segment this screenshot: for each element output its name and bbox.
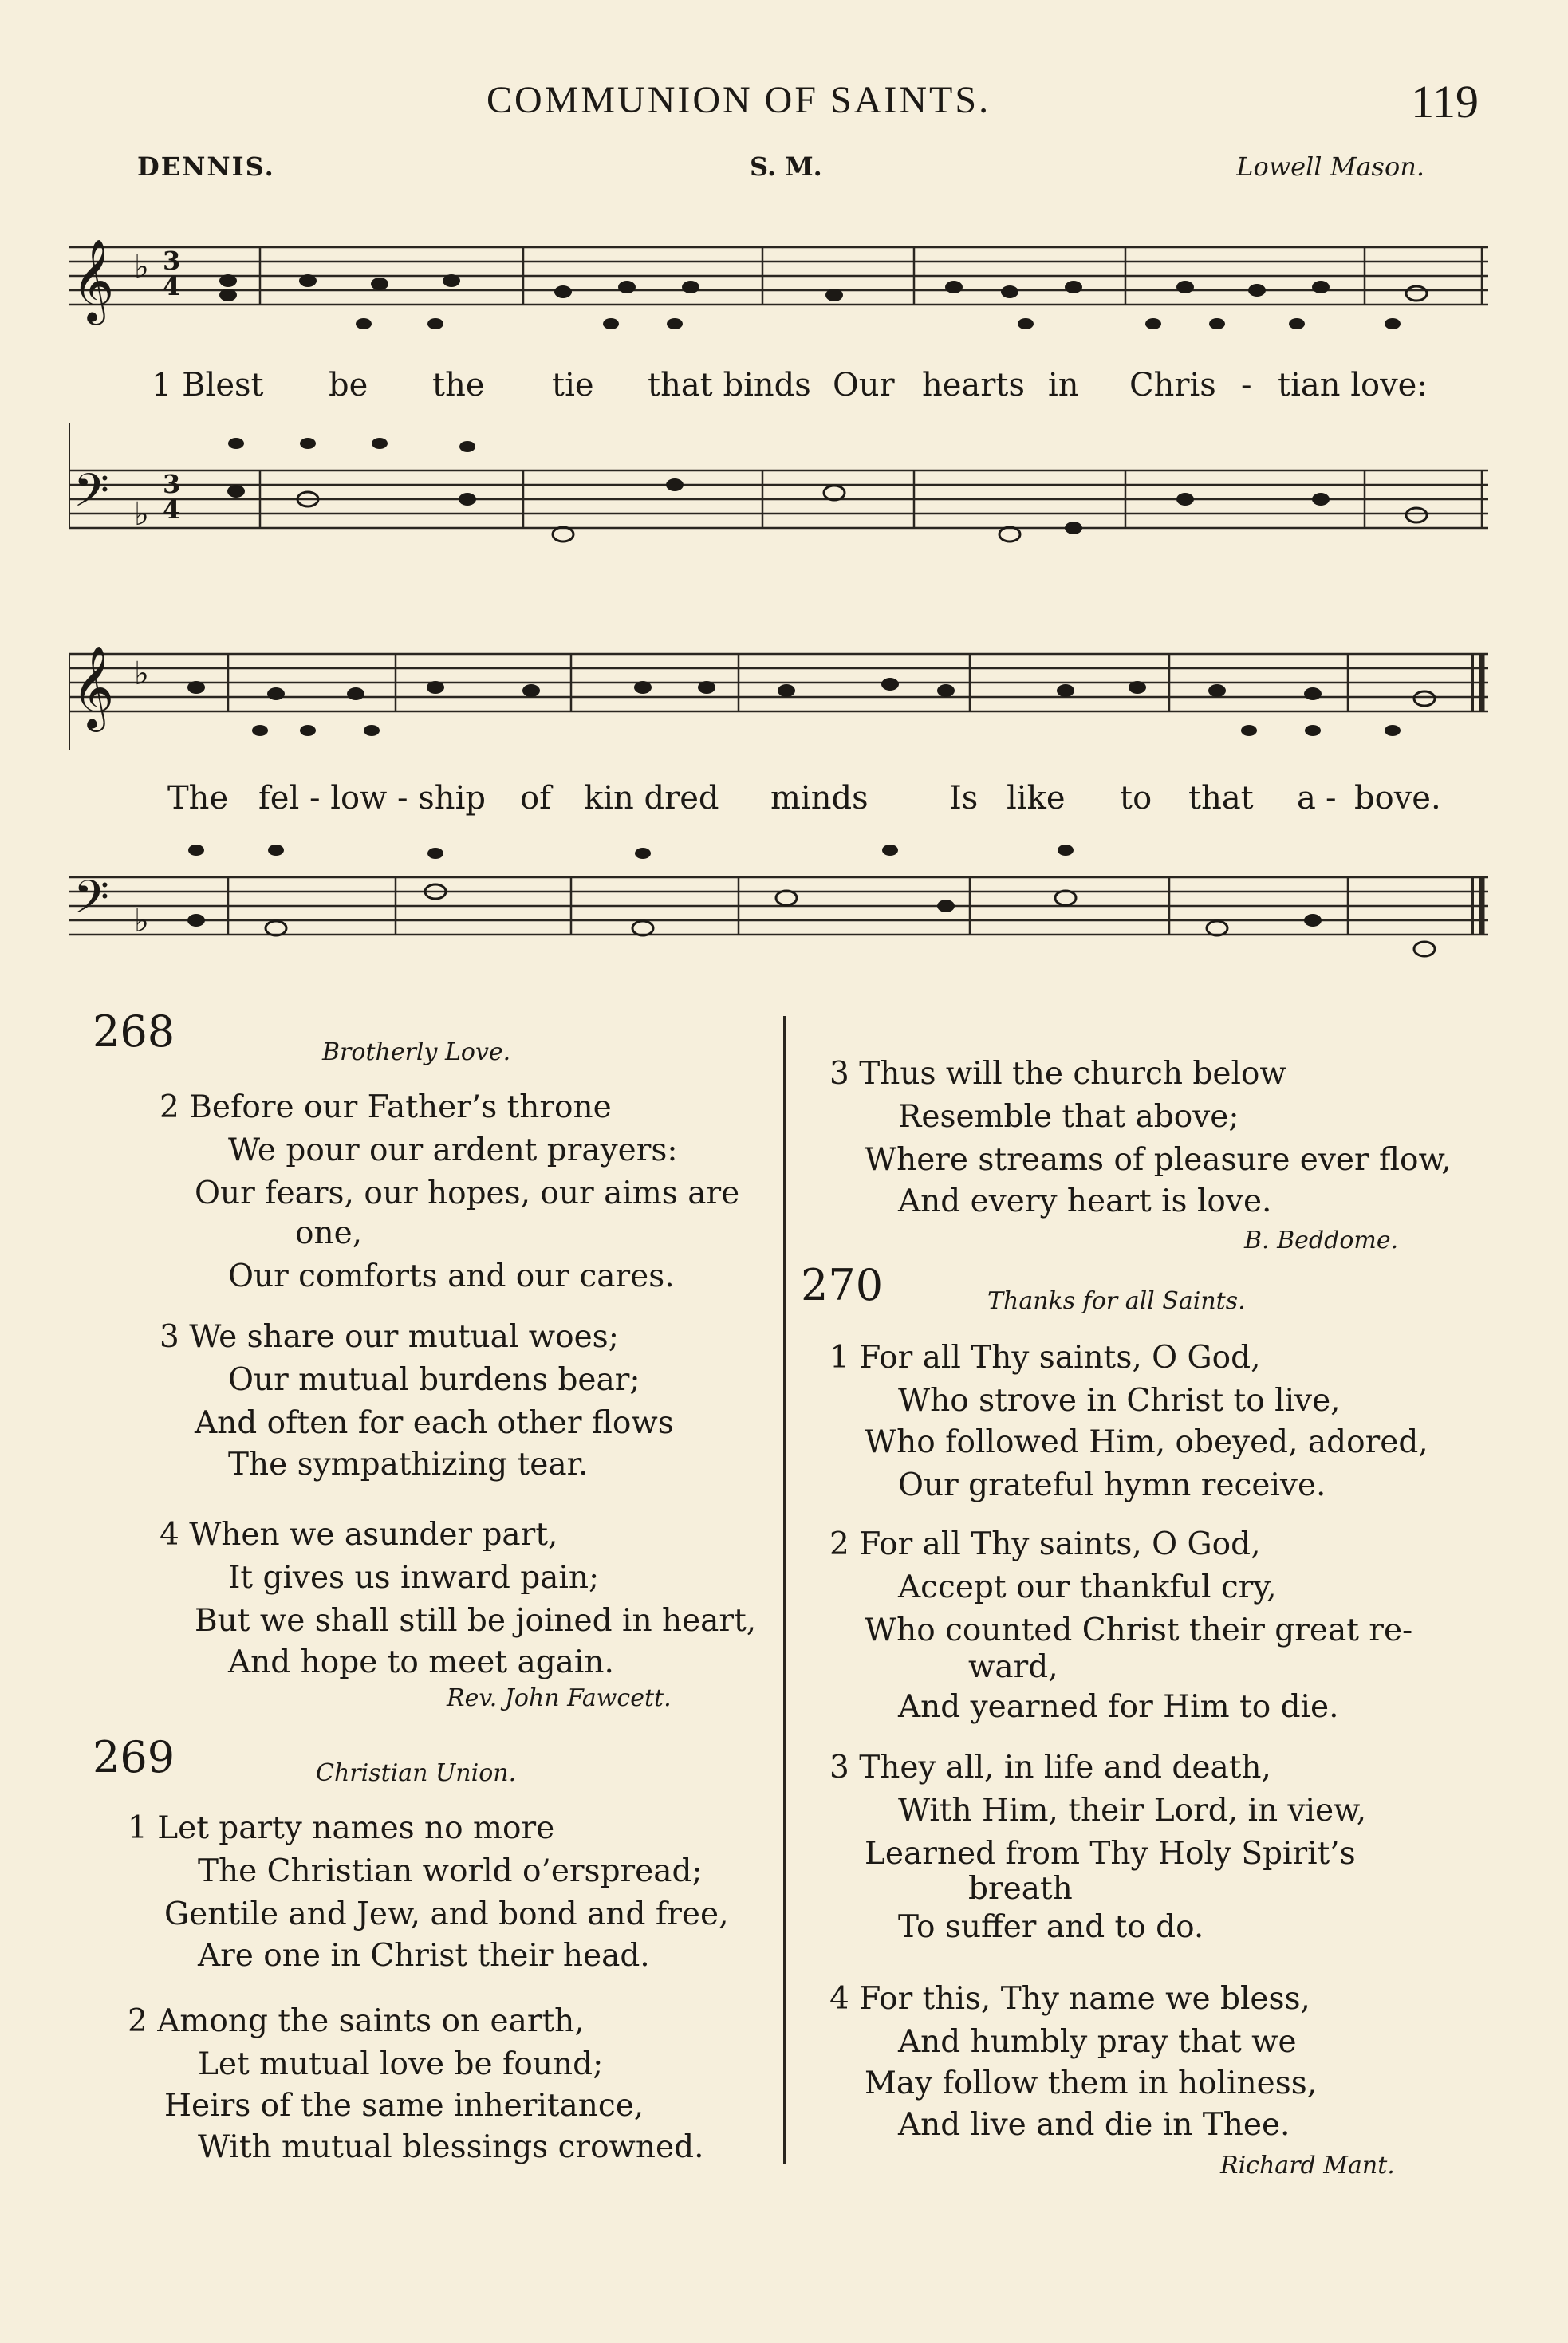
lyric-syllable: Our <box>833 367 895 404</box>
lyric-syllable: be <box>329 367 368 404</box>
music-system-2 <box>69 638 1488 989</box>
verse-line: Heirs of the same inheritance, <box>164 2088 644 2124</box>
running-header <box>0 78 1568 126</box>
lyric-syllable: tie <box>552 367 594 404</box>
verse-line: And live and die in Thee. <box>898 2107 1290 2143</box>
verse-line: 2 Before our Father’s throne <box>160 1089 612 1125</box>
treble-staff-1 <box>69 231 1488 343</box>
svg-text:3: 3 <box>163 469 181 499</box>
svg-text:4: 4 <box>163 494 181 525</box>
verse-line: Gentile and Jew, and bond and free, <box>164 1896 729 1932</box>
lyric-syllable: - <box>1241 367 1252 404</box>
verse-line: 4 When we asunder part, <box>160 1517 558 1553</box>
lyric-syllable: Is <box>949 780 979 817</box>
lyric-syllable: 1 Blest <box>152 367 264 404</box>
verse-line: Our mutual burdens bear; <box>228 1362 640 1398</box>
lyric-syllable: that binds <box>648 367 811 404</box>
verse-line: The sympathizing tear. <box>228 1447 589 1483</box>
hymn-title: Christian Union. <box>316 1759 517 1787</box>
section-title: COMMUNION OF SAINTS. <box>487 79 991 121</box>
svg-text:3: 3 <box>163 246 181 276</box>
verse-line: Who followed Him, obeyed, adored, <box>865 1424 1428 1460</box>
lyric-syllable: to <box>1120 780 1152 817</box>
verse-line: With Him, their Lord, in view, <box>898 1793 1367 1829</box>
lyric-syllable: in <box>1048 367 1079 404</box>
lyric-syllable: that <box>1188 780 1254 817</box>
lyrics-line-1 <box>69 367 1488 415</box>
tune-composer: Lowell Mason. <box>1236 152 1424 182</box>
hymn-number: 269 <box>93 1732 175 1782</box>
verse-line: Let mutual love be found; <box>198 2046 604 2082</box>
svg-text:♭: ♭ <box>134 903 149 939</box>
lyric-syllable: like <box>1007 780 1066 817</box>
verse-line: And every heart is love. <box>898 1183 1272 1219</box>
lyric-syllable: hearts <box>922 367 1026 404</box>
svg-text:♭: ♭ <box>134 249 149 285</box>
lyric-syllable: a <box>1297 780 1316 817</box>
verse-line: To suffer and to do. <box>898 1909 1204 1945</box>
verse-line: But we shall still be joined in heart, <box>195 1603 757 1639</box>
hymn-author: B. Beddome. <box>1244 1227 1399 1254</box>
svg-text:♭: ♭ <box>134 656 149 692</box>
lyric-syllable: minds <box>770 780 869 817</box>
verse-line: 1 Let party names no more <box>128 1810 555 1846</box>
verse-line: The Christian world o’erspread; <box>198 1853 703 1889</box>
lyric-syllable: of <box>520 780 551 817</box>
tune-info <box>0 152 1568 191</box>
verse-line: Our comforts and our cares. <box>228 1258 675 1294</box>
verse-line: Resemble that above; <box>898 1099 1239 1135</box>
lyric-syllable: The <box>167 780 229 817</box>
svg-text:𝄞: 𝄞 <box>72 645 115 729</box>
verse-line: breath <box>968 1871 1073 1907</box>
treble-staff-2 <box>69 638 1488 750</box>
verse-line: 2 For all Thy saints, O God, <box>829 1526 1261 1562</box>
verse-line: And yearned for Him to die. <box>898 1689 1339 1725</box>
verse-line: Who counted Christ their great re- <box>865 1613 1413 1648</box>
svg-text:♭: ♭ <box>134 496 149 533</box>
verse-line: And often for each other flows <box>195 1405 674 1441</box>
verse-line: It gives us inward pain; <box>228 1560 600 1596</box>
verse-line: 3 Thus will the church below <box>829 1056 1286 1092</box>
hymn-number: 268 <box>93 1006 175 1057</box>
hymn-title: Thanks for all Saints. <box>987 1287 1246 1315</box>
verse-line: Accept our thankful cry, <box>898 1569 1277 1605</box>
hymn-author: Rev. John Fawcett. <box>447 1684 672 1712</box>
verse-line: And hope to meet again. <box>228 1644 614 1680</box>
svg-text:𝄢: 𝄢 <box>73 463 110 529</box>
verse-line: 3 They all, in life and death, <box>829 1750 1271 1786</box>
verse-line: May follow them in holiness, <box>865 2065 1318 2101</box>
verse-line: Where streams of pleasure ever flow, <box>865 1142 1452 1178</box>
verse-line: 2 Among the saints on earth, <box>128 2003 585 2039</box>
hymn-texts <box>0 1006 1568 2203</box>
hymn-number: 270 <box>801 1260 884 1310</box>
bass-staff-1 <box>69 423 1488 558</box>
svg-text:4: 4 <box>163 271 181 301</box>
hymn-title: Brotherly Love. <box>322 1038 511 1066</box>
lyric-syllable: fel - low - ship <box>258 780 486 817</box>
verse-line: one, <box>295 1215 363 1251</box>
svg-text:𝄢: 𝄢 <box>73 870 110 935</box>
verse-line: 1 For all Thy saints, O God, <box>829 1340 1261 1376</box>
lyric-syllable: Chris <box>1129 367 1216 404</box>
column-divider <box>783 1016 786 2164</box>
tune-meter: S. M. <box>750 152 822 182</box>
hymn-author: Richard Mant. <box>1220 2152 1395 2180</box>
lyric-syllable: bove. <box>1354 780 1441 817</box>
lyrics-line-2 <box>69 780 1488 828</box>
verse-line: Our grateful hymn receive. <box>898 1467 1326 1503</box>
lyric-syllable: kin dred <box>584 780 719 817</box>
verse-line: We pour our ardent prayers: <box>228 1132 678 1168</box>
verse-line: 4 For this, Thy name we bless, <box>829 1981 1310 2017</box>
lyric-syllable: the <box>432 367 485 404</box>
page-number: 119 <box>1411 76 1479 128</box>
tune-name: DENNIS. <box>137 152 275 182</box>
music-system-1 <box>69 223 1488 574</box>
verse-line: Our fears, our hopes, our aims are <box>195 1175 740 1211</box>
lyric-syllable: - <box>1326 780 1337 817</box>
verse-line: With mutual blessings crowned. <box>198 2129 704 2165</box>
verse-line: 3 We share our mutual woes; <box>160 1319 619 1355</box>
verse-line: ward, <box>968 1649 1058 1685</box>
bass-staff-2 <box>69 829 1488 965</box>
verse-line: Learned from Thy Holy Spirit’s <box>865 1836 1356 1872</box>
lyric-syllable: tian love: <box>1278 367 1428 404</box>
verse-line: And humbly pray that we <box>898 2024 1297 2060</box>
verse-line: Are one in Christ their head. <box>198 1938 650 1974</box>
svg-text:𝄞: 𝄞 <box>72 238 115 322</box>
verse-line: Who strove in Christ to live, <box>898 1383 1341 1419</box>
